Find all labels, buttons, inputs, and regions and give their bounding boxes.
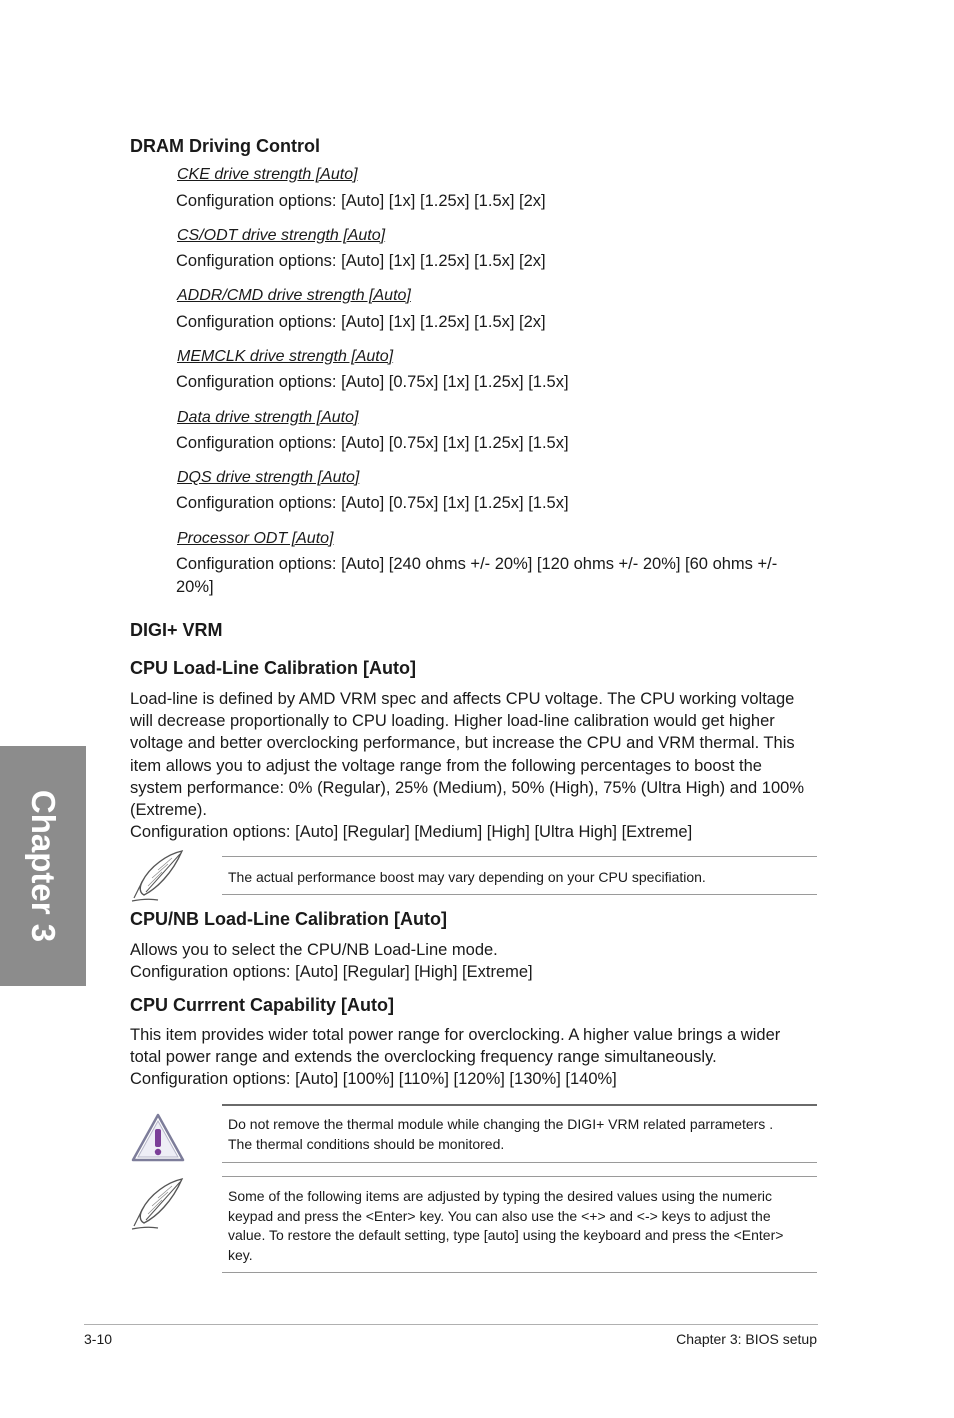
item-config-memclk-drive-strength: Configuration options: [Auto] [0.75x] [1x] [1.25x] [1.5x] [176,373,569,391]
text-line: will decrease proportionally to CPU loading. Higher load-line calibration would get higher [130,712,775,731]
text-line: The thermal conditions should be monitored. [228,1135,505,1152]
item-title-addr-cmd-drive-strength: ADDR/CMD drive strength [Auto] [177,287,411,304]
warning-text [228,1115,818,1154]
section-heading-cpu-nb-load-line-calibration: CPU/NB Load-Line Calibration [Auto] [130,909,447,929]
note-bottom-rule [222,894,817,895]
section-heading-digi-vrm: DIGI+ VRM [130,620,223,640]
item-config-addr-cmd-drive-strength: Configuration options: [Auto] [1x] [1.25x] [1.5x] [2x] [176,313,546,331]
item-config-processor-odt-line2: 20%] [176,578,214,596]
text-line: This item provides wider total power range for overclocking. A higher value brings a wider [130,1026,781,1044]
section-heading-cpu-current-capability: CPU Currrent Capability [Auto] [130,995,395,1015]
text-line: total power range and extends the overclocking frequency range simultaneously. [130,1048,717,1067]
text-line: Load-line is defined by AMD VRM spec and affects CPU voltage. The CPU working voltage [130,690,795,708]
cpu-current-description [130,1024,820,1091]
cpu-llc-description [130,688,820,843]
item-title-dqs-drive-strength: DQS drive strength [Auto] [177,469,360,486]
note-text [228,1187,818,1265]
item-config-cke-drive-strength: Configuration options: [Auto] [1x] [1.25x] [1.5x] [2x] [176,192,546,210]
feather-pen-icon [128,1176,188,1234]
text-line: keypad and press the <Enter> key. You can also use the <+> and <-> keys to adjust the [228,1207,771,1224]
text-line: Configuration options: [Auto] [Regular] [Medium] [High] [Ultra High] [Extreme] [130,823,693,842]
text-line: key. [228,1246,253,1263]
item-config-data-drive-strength: Configuration options: [Auto] [0.75x] [1x] [1.25x] [1.5x] [176,434,569,452]
item-title-cs-odt-drive-strength: CS/ODT drive strength [Auto] [177,227,386,244]
footer-rule [84,1324,818,1325]
item-title-data-drive-strength: Data drive strength [Auto] [177,409,359,426]
item-config-dqs-drive-strength: Configuration options: [Auto] [0.75x] [1x] [1.25x] [1.5x] [176,494,569,512]
item-title-cke-drive-strength: CKE drive strength [Auto] [177,166,358,183]
text-line: value. To restore the default setting, type [auto] using the keyboard and press the <Enter> [228,1227,784,1243]
warning-bottom-rule [222,1162,817,1163]
text-line: Configuration options: [Auto] [100%] [110%] [120%] [130%] [140%] [130,1070,617,1089]
item-config-processor-odt-line1: Configuration options: [Auto] [240 ohms +/- 20%] [120 ohms +/- 20%] [60 ohms +/- [176,555,778,573]
cpu-nb-llc-description [130,939,820,983]
note-text: The actual performance boost may vary depending on your CPU specifiation. [228,869,706,885]
item-title-memclk-drive-strength: MEMCLK drive strength [Auto] [177,348,394,365]
text-line: voltage and better overclocking performance, but increase the CPU and VRM thermal. This [130,734,795,753]
text-line: Do not remove the thermal module while changing the DIGI+ VRM related parrameters . [228,1116,774,1132]
text-line: item allows you to adjust the voltage range from the following percentages to boost the [130,756,762,775]
text-line: system performance: 0% (Regular), 25% (Medium), 50% (High), 75% (Ultra High) and 100% [130,778,805,797]
warning-triangle-icon [130,1112,186,1164]
warning-top-rule [222,1104,817,1106]
item-config-cs-odt-drive-strength: Configuration options: [Auto] [1x] [1.25x] [1.5x] [2x] [176,252,546,270]
text-line: Configuration options: [Auto] [Regular] [High] [Extreme] [130,963,533,982]
chapter-tab-label: Chapter 3 [25,789,62,943]
text-line: Allows you to select the CPU/NB Load-Line mode. [130,941,498,959]
note-top-rule [222,856,817,857]
section-heading-dram-driving-control: DRAM Driving Control [130,136,320,156]
section-heading-cpu-load-line-calibration: CPU Load-Line Calibration [Auto] [130,658,416,678]
footer-page-number: 3-10 [84,1331,113,1347]
note-bottom-rule [222,1272,817,1273]
footer-chapter-title: Chapter 3: BIOS setup [676,1331,817,1347]
feather-pen-icon [128,848,188,906]
chapter-side-tab [0,746,86,986]
note-top-rule [222,1176,817,1177]
text-line: Some of the following items are adjusted by typing the desired values using the numeric [228,1188,772,1204]
text-line: (Extreme). [130,801,208,820]
item-title-processor-odt: Processor ODT [Auto] [177,530,334,547]
